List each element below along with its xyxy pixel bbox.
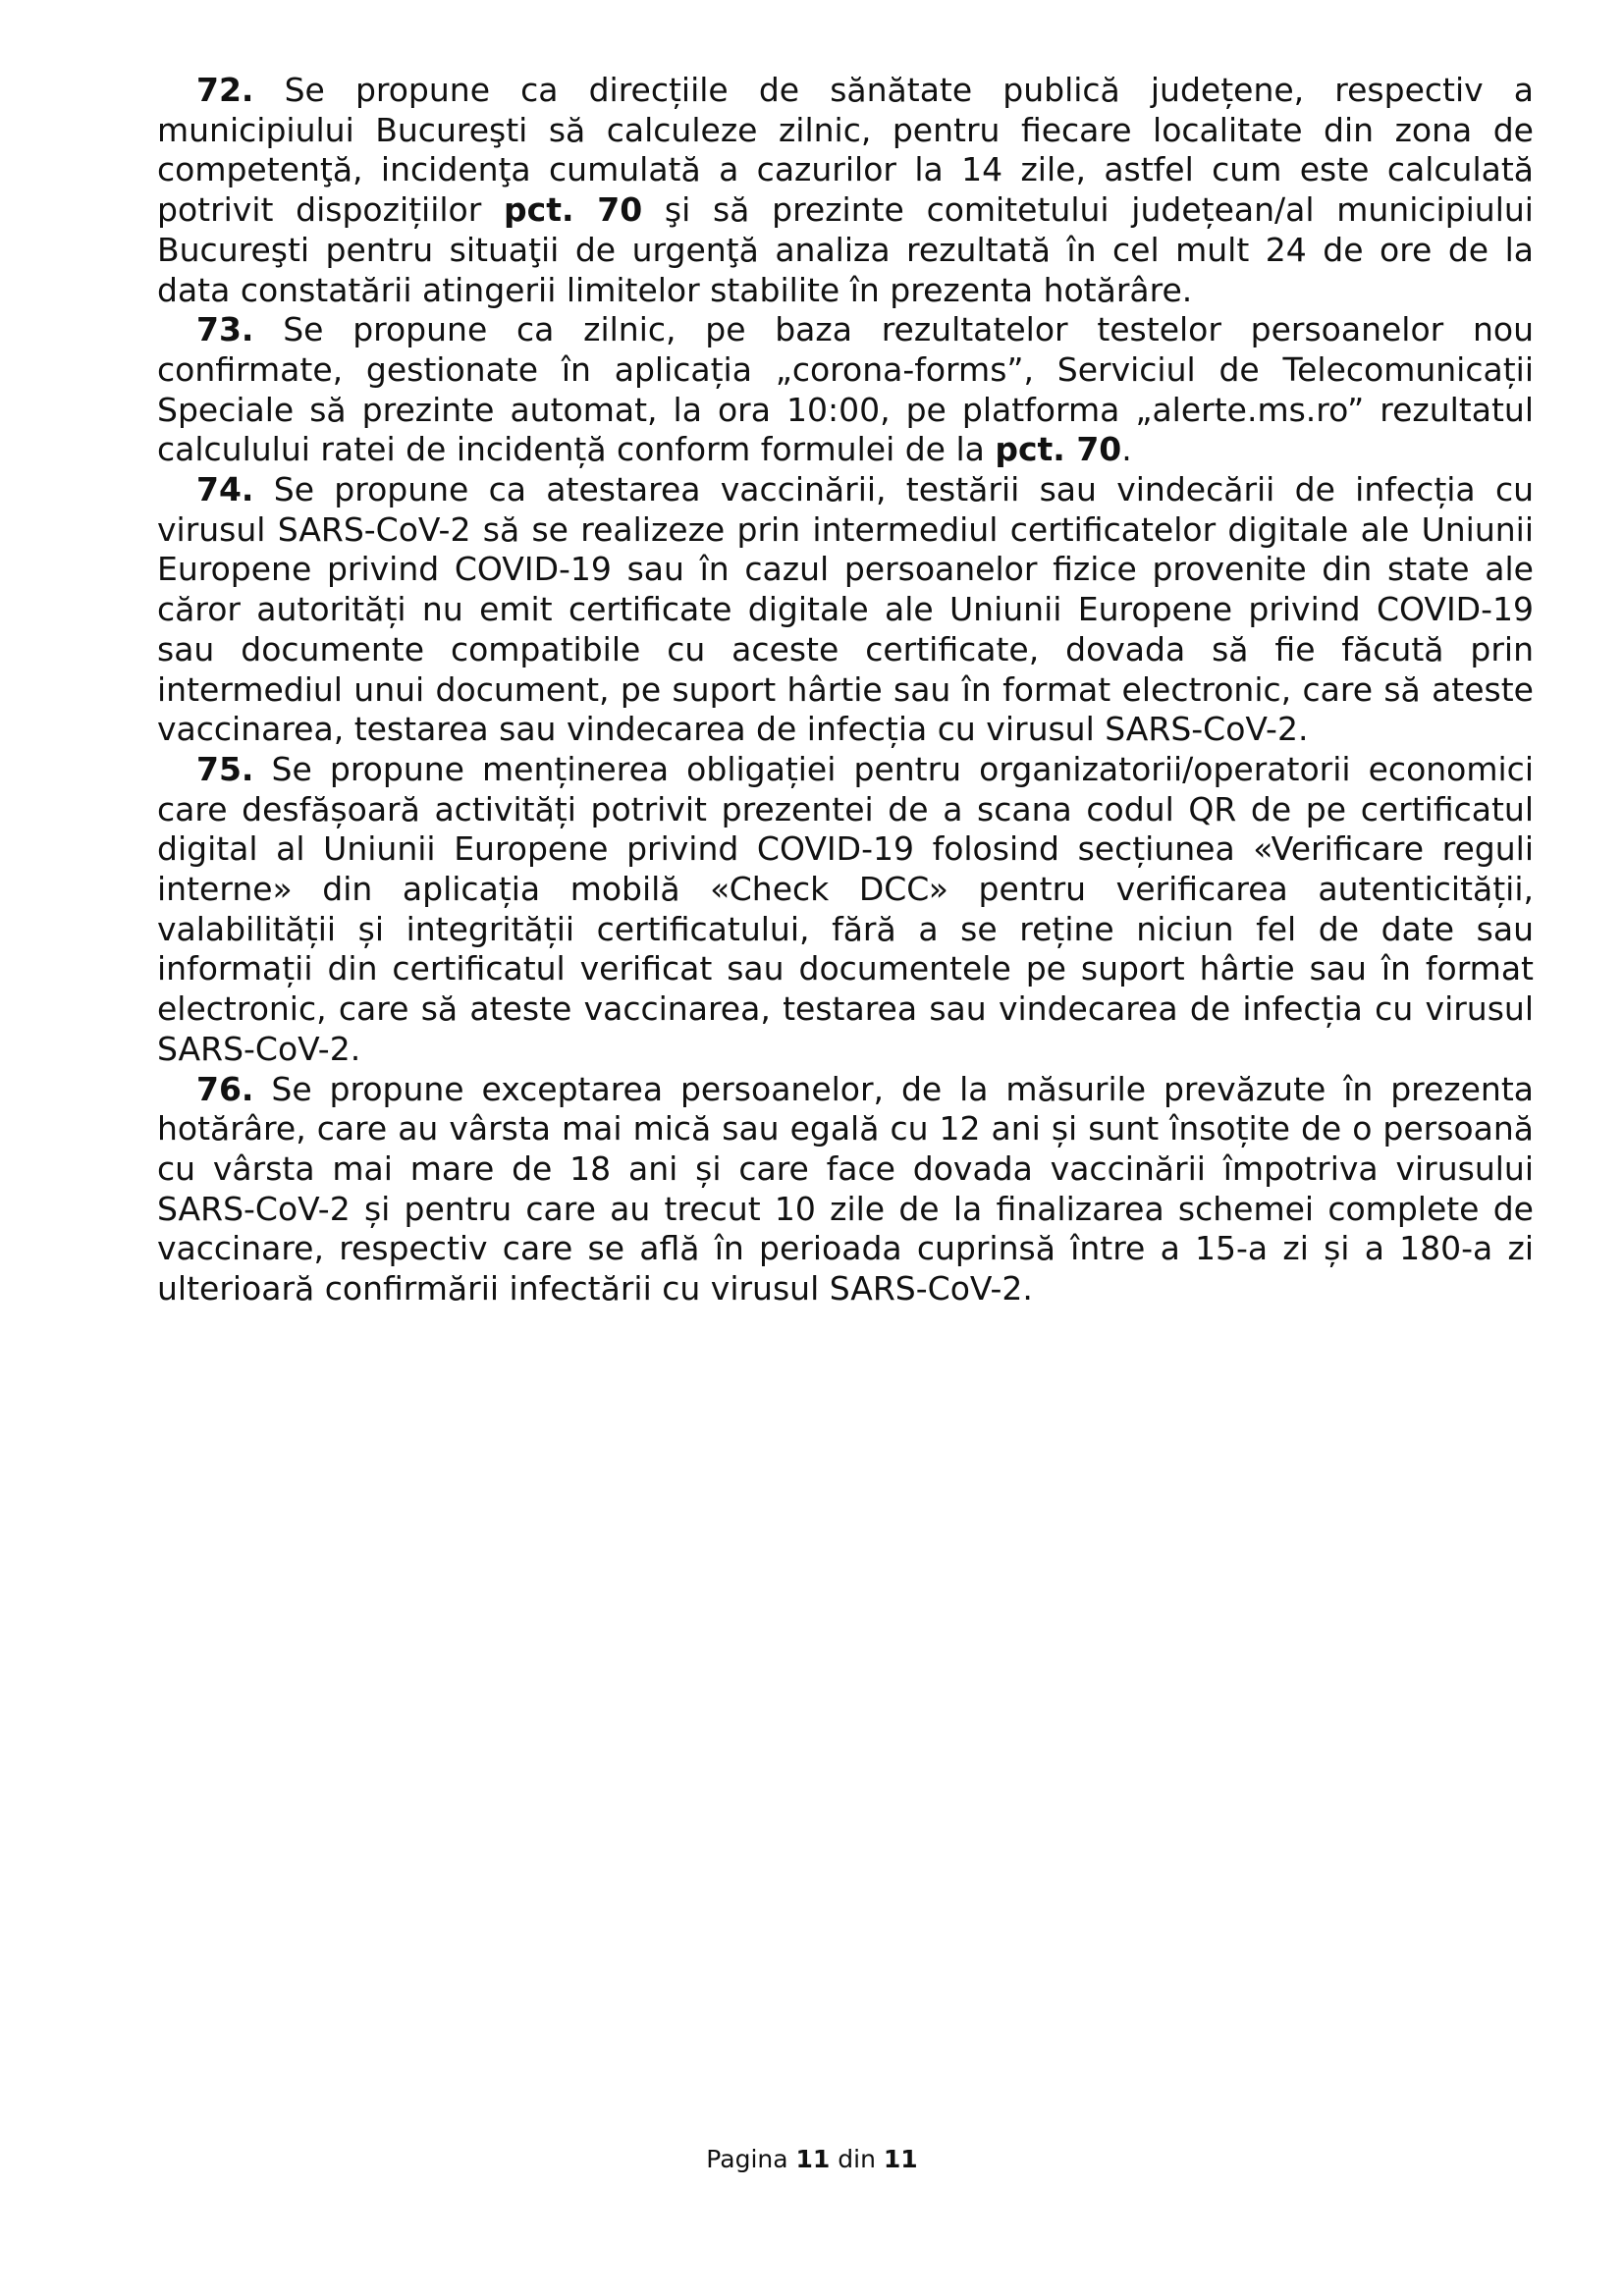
document-body [157,71,1534,1309]
paragraph-text: şi să prezinte comitetului județean/al municipiului Bucureşti pentru situaţii de urgenţă analiza rezultată în cel mult 24 de ore de la data constatării atingerii limitelor stabilite în prezenta hotărâre. [157,190,1534,309]
paragraph-75 [157,750,1534,1070]
page-label: Pagina [706,2145,788,2173]
total-page-count: 11 [883,2145,918,2173]
point-reference: pct. 70 [504,190,643,230]
paragraph-76 [157,1070,1534,1309]
point-reference: pct. 70 [995,430,1122,469]
paragraph-number: 76. [196,1069,254,1108]
paragraph-73 [157,310,1534,470]
paragraph-number: 72. [196,71,254,109]
paragraph-72 [157,71,1534,310]
paragraph-number: 73. [196,310,254,349]
current-page-number: 11 [795,2145,831,2173]
paragraph-text: Se propune ca direcțiile de sănătate publică județene, respectiv a municipiului Bucureşti să calculeze zilnic, pentru fiecare localitate din zona de competenţă, incidenţa cumulată a cazurilor la 14 zile, astfel cum este calculată potrivit dispozițiilor [157,71,1534,230]
paragraph-text: Se propune exceptarea persoanelor, de la măsurile prevăzute în prezenta hotărâre, care au vârsta mai mică sau egală cu 12 ani și sunt însoțite de o persoană cu vârsta mai mare de 18 ani și care face dovada vaccinării împotriva virusului SARS-CoV-2 și pentru care au trecut 10 zile de la finalizarea schemei complete de vaccinare, respectiv care se află în perioada cuprinsă între a 15-a zi și a 180-a zi ulterioară confirmării infectării cu virusul SARS-CoV-2. [157,1069,1534,1308]
paragraph-number: 75. [196,749,254,788]
page-separator: din [838,2145,876,2173]
page-footer [0,2145,1624,2174]
paragraph-text: Se propune menținerea obligației pentru organizatorii/operatorii economici care desfășoară activități potrivit prezentei de a scana codul QR de pe certificatul digital al Uniunii Europene privind COVID-19 folosind secțiunea «Verificare reguli interne» din aplicația mobilă «Check DCC» pentru verificarea autenticității, valabilității și integrității certificatului, fără a se reține niciun fel de date sau informații din certificatul verificat sau documentele pe suport hârtie sau în format electronic, care să ateste vaccinarea, testarea sau vindecarea de infecția cu virusul SARS-CoV-2. [157,749,1534,1068]
paragraph-number: 74. [196,470,254,509]
paragraph-text: Se propune ca atestarea vaccinării, testării sau vindecării de infecția cu virusul SARS-CoV-2 să se realizeze prin intermediul certificatelor digitale ale Uniunii Europene privind COVID-19 sau în cazul persoanelor fizice provenite din state ale căror autorități nu emit certificate digitale ale Uniunii Europene privind COVID-19 sau documente compatibile cu aceste certificate, dovada să fie făcută prin intermediul unui document, pe suport hârtie sau în format electronic, care să ateste vaccinarea, testarea sau vindecarea de infecția cu virusul SARS-CoV-2. [157,470,1534,749]
paragraph-74 [157,470,1534,750]
paragraph-text: . [1121,430,1132,469]
paragraph-text: Se propune ca zilnic, pe baza rezultatelor testelor persoanelor nou confirmate, gestionate în aplicația „corona-forms”, Serviciul de Telecomunicații Speciale să prezinte automat, la ora 10:00, pe platforma „alerte.ms.ro” rezultatul calculului ratei de incidență conform formulei de la [157,310,1534,469]
